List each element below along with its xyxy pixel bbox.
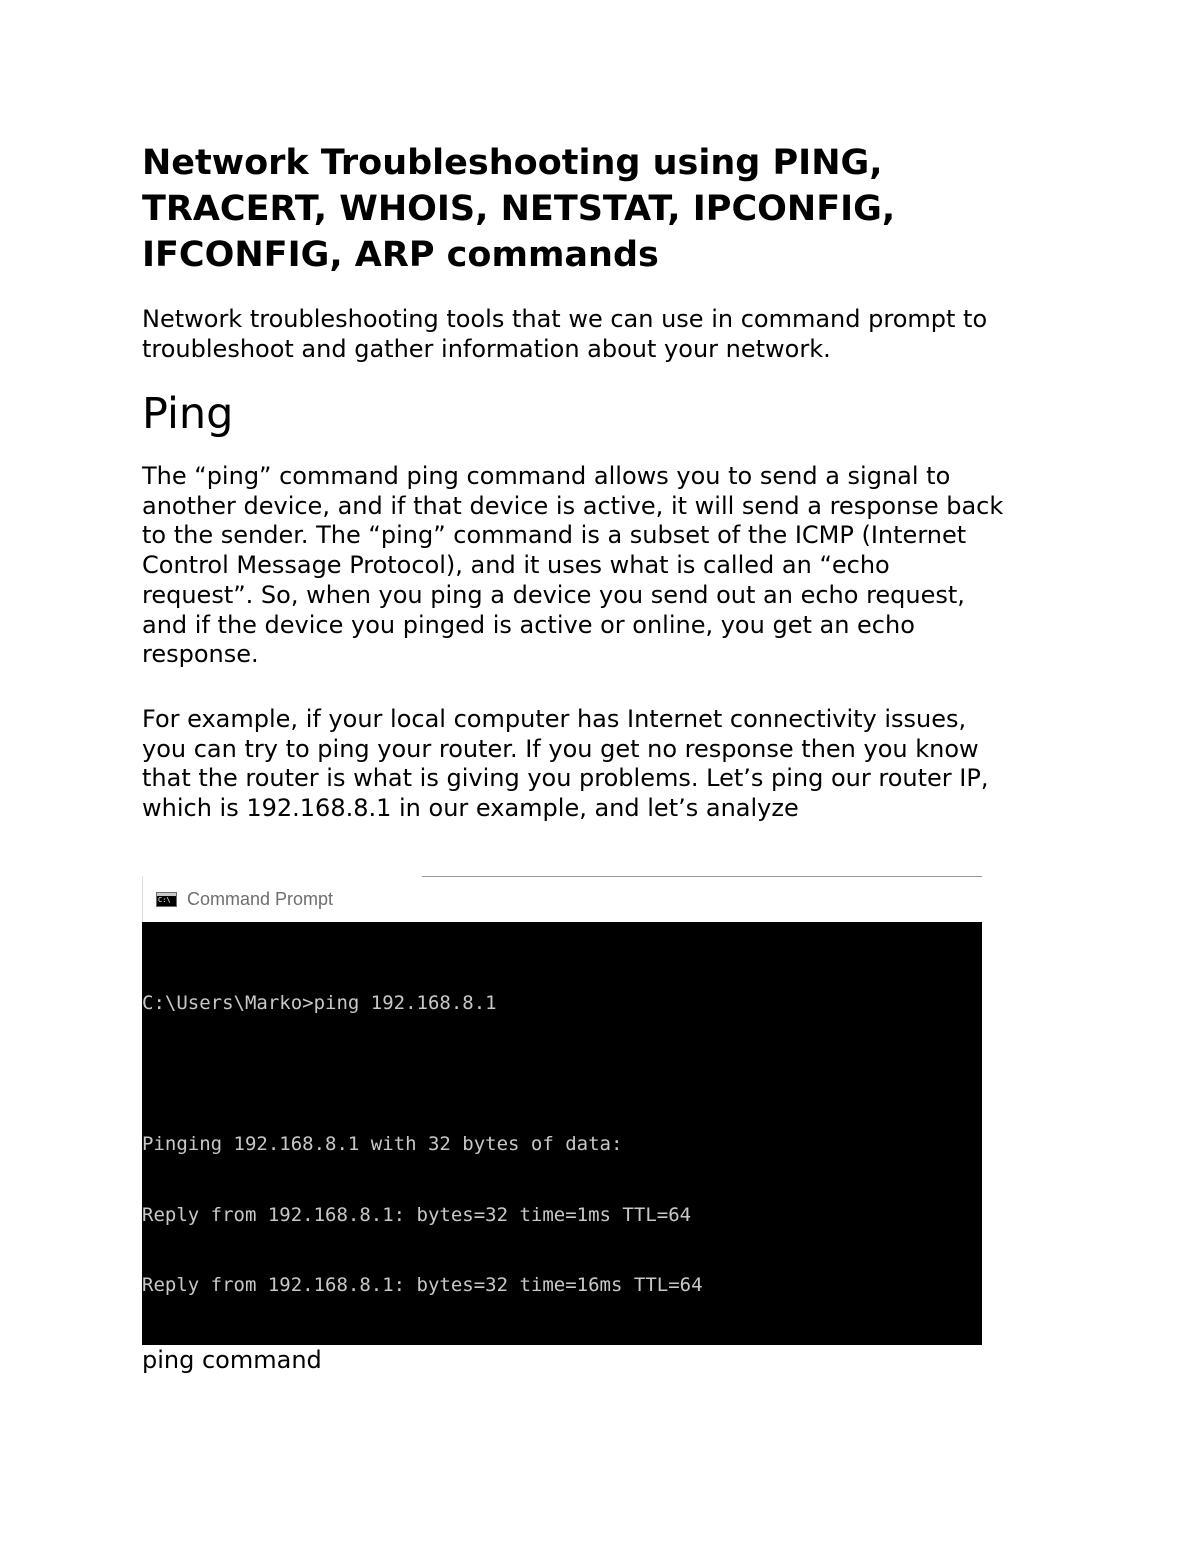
- example-paragraph: [142, 705, 1072, 824]
- document-title: [142, 140, 1072, 278]
- document-page: [142, 140, 1072, 824]
- command-prompt-title: Command Prompt: [187, 888, 334, 909]
- command-prompt-titlebar: [142, 876, 982, 922]
- paragraph-line: you can try to ping your router. If you get no response then you know: [142, 734, 979, 763]
- paragraph-line: The “ping” command ping command allows you to send a signal to: [142, 462, 951, 490]
- paragraph-line: For example, if your local computer has Internet connectivity issues,: [142, 704, 967, 733]
- title-line: TRACERT, WHOIS, NETSTAT, IPCONFIG,: [142, 189, 896, 229]
- section-heading-ping: Ping: [142, 389, 234, 439]
- console-output: [142, 922, 982, 1345]
- paragraph-line: to the sender. The “ping” command is a subset of the ICMP (Internet: [142, 521, 967, 550]
- cmd-icon: [156, 892, 177, 907]
- figure-caption: ping command: [142, 1346, 322, 1374]
- intro-line: Network troubleshooting tools that we can use in command prompt to: [142, 305, 988, 333]
- paragraph-line: Control Message Protocol), and it uses what is called an “echo: [142, 551, 890, 580]
- paragraph-line: another device, and if that device is active, it will send a response back: [142, 491, 1004, 520]
- window-border-line: [422, 876, 982, 877]
- console-line: Reply from 192.168.8.1: bytes=32 time=16ms TTL=64: [142, 1274, 703, 1296]
- intro-paragraph: [142, 304, 1072, 364]
- title-line: IFCONFIG, ARP commands: [142, 235, 659, 275]
- title-line: Network Troubleshooting using PING,: [142, 143, 883, 183]
- intro-line: troubleshoot and gather information about your network.: [142, 335, 831, 363]
- console-line: Pinging 192.168.8.1 with 32 bytes of data:: [142, 1133, 623, 1155]
- paragraph-line: and if the device you pinged is active or online, you get an echo: [142, 610, 915, 639]
- ping-description-paragraph: [142, 462, 1072, 670]
- command-prompt-screenshot: [142, 876, 982, 1345]
- paragraph-line: which is 192.168.8.1 in our example, and let’s analyze: [142, 794, 799, 823]
- console-line: [142, 1063, 982, 1087]
- console-line: C:\Users\Marko>ping 192.168.8.1: [142, 992, 497, 1014]
- paragraph-line: response.: [142, 640, 259, 669]
- paragraph-line: request”. So, when you ping a device you send out an echo request,: [142, 580, 965, 609]
- paragraph-line: that the router is what is giving you problems. Let’s ping our router IP,: [142, 764, 989, 793]
- console-line: Reply from 192.168.8.1: bytes=32 time=1ms TTL=64: [142, 1203, 692, 1226]
